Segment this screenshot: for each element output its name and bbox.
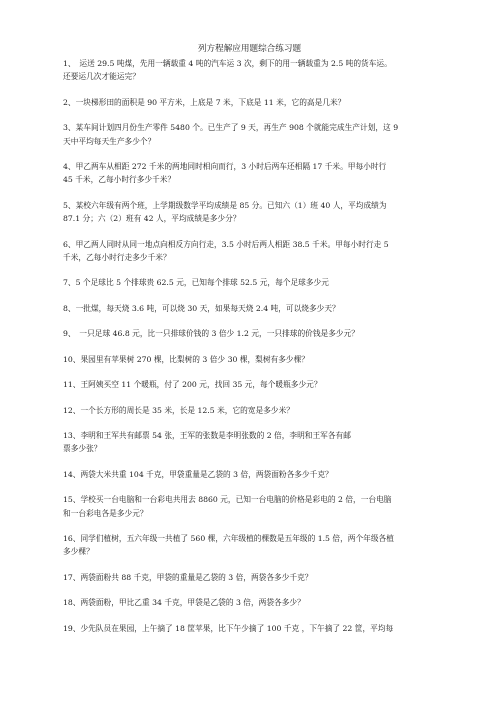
question-line: 8、一批煤，每天烧 3.6 吨，可以烧 30 天，如果每天烧 2.4 吨，可以烧多少天？ bbox=[63, 303, 340, 313]
question-line: 还要运几次才能运完？ bbox=[63, 72, 140, 82]
question-q15 bbox=[63, 493, 430, 520]
question-q2 bbox=[63, 96, 430, 109]
question-line: 13、李明和王军共有邮票 54 张，王军的张数是李明张数的 2 倍，李明和王军各有邮 bbox=[63, 430, 351, 440]
question-line: 和一台彩电各是多少元？ bbox=[63, 508, 148, 518]
question-line: 10、果园里有苹果树 270 棵，比梨树的 3 倍少 30 棵，梨树有多少棵？ bbox=[63, 354, 309, 364]
question-line: 45 千米，乙每小时行多少千米？ bbox=[63, 175, 176, 185]
question-line: 天中平均每天生产多少个？ bbox=[63, 136, 156, 146]
question-line: 千米，乙每小时行走多少千米？ bbox=[63, 253, 171, 263]
question-q13 bbox=[63, 429, 430, 456]
question-q10 bbox=[63, 353, 430, 366]
question-line: 19、少先队员在果园，上午摘了 18 筐苹果，比下午少摘了 100 千克 ，下午摘了 22 筐，平均每 bbox=[63, 623, 394, 633]
question-q5 bbox=[63, 199, 430, 226]
question-line: 16、同学们植树，五六年级一共植了 560 棵，六年级植的棵数是五年级的 1.5 倍，两个年级各植 bbox=[63, 533, 394, 543]
question-list bbox=[63, 57, 430, 635]
question-line: 7、5 个足球比 5 个排球贵 62.5 元，已知每个排球 52.5 元，每个足球多少元 bbox=[63, 278, 329, 288]
question-q11 bbox=[63, 378, 430, 391]
question-line: 18、两袋面粉，甲比乙重 34 千克，甲袋是乙袋的 3 倍，两袋各多少？ bbox=[63, 598, 305, 608]
question-q3 bbox=[63, 121, 430, 148]
question-q14 bbox=[63, 468, 430, 481]
question-q16 bbox=[63, 532, 430, 559]
question-q4 bbox=[63, 160, 430, 187]
question-line: 9、 一只足球 46.8 元，比一只排球价钱的 3 倍少 1.2 元，一只排球的价钱是多少元？ bbox=[63, 329, 359, 339]
question-q18 bbox=[63, 596, 430, 609]
question-q8 bbox=[63, 302, 430, 315]
question-line: 17、两袋面粉共 88 千克，甲袋的重量是乙袋的 3 倍，两袋各多少千克？ bbox=[63, 572, 313, 582]
question-q9 bbox=[63, 327, 430, 340]
question-line: 4、甲乙两车从相距 272 千米的两地同时相向而行，3 小时后两车还相隔 17 千米。甲每小时行 bbox=[63, 162, 387, 172]
question-line: 12、一个长方形的周长是 35 米，长是 12.5 米，它的宽是多少米？ bbox=[63, 405, 294, 415]
question-line: 11、王阿姨买空 11 个暖瓶，付了 200 元，找回 35 元，每个暖瓶多少元？ bbox=[63, 380, 322, 390]
question-line: 6、甲乙两人同时从同一地点向相反方向行走，3.5 小时后两人相距 38.5 千米。甲每小时行走 5 bbox=[63, 239, 389, 249]
question-line: 票多少张？ bbox=[63, 444, 102, 454]
question-q1 bbox=[63, 57, 430, 84]
question-q17 bbox=[63, 571, 430, 584]
question-line: 多少棵？ bbox=[63, 547, 94, 557]
question-line: 3、某车间计划四月份生产零件 5480 个。已生产了 9 天，再生产 908 个就能完成生产计划，这 9 bbox=[63, 123, 399, 133]
question-line: 5、某校六年级有两个班，上学期级数学平均成绩是 85 分。已知六（1）班 40 人，平均成绩为 bbox=[63, 200, 387, 210]
document-title: 列方程解应用题综合练习题 bbox=[197, 44, 302, 54]
question-line: 87.1 分；六（2）班有 42 人，平均成绩是多少分？ bbox=[63, 214, 241, 224]
question-q12 bbox=[63, 404, 430, 417]
question-line: 14、两袋大米共重 104 千克，甲袋重量是乙袋的 3 倍，两袋面粉各多少千克？ bbox=[63, 469, 333, 479]
question-q6 bbox=[63, 238, 430, 265]
question-q19 bbox=[63, 622, 430, 635]
question-line: 1、 运送 29.5 吨煤，先用一辆载重 4 吨的汽车运 3 次，剩下的用一辆载重为 2.5 吨的货车运。 bbox=[63, 59, 392, 68]
question-q7 bbox=[63, 276, 430, 289]
question-line: 2、一块梯形田的面积是 90 平方米，上底是 7 米，下底是 11 米，它的高是几米？ bbox=[63, 97, 346, 107]
question-line: 15、学校买一台电脑和一台彩电共用去 8860 元，已知一台电脑的价格是彩电的 2 倍，一台电脑 bbox=[63, 495, 392, 505]
